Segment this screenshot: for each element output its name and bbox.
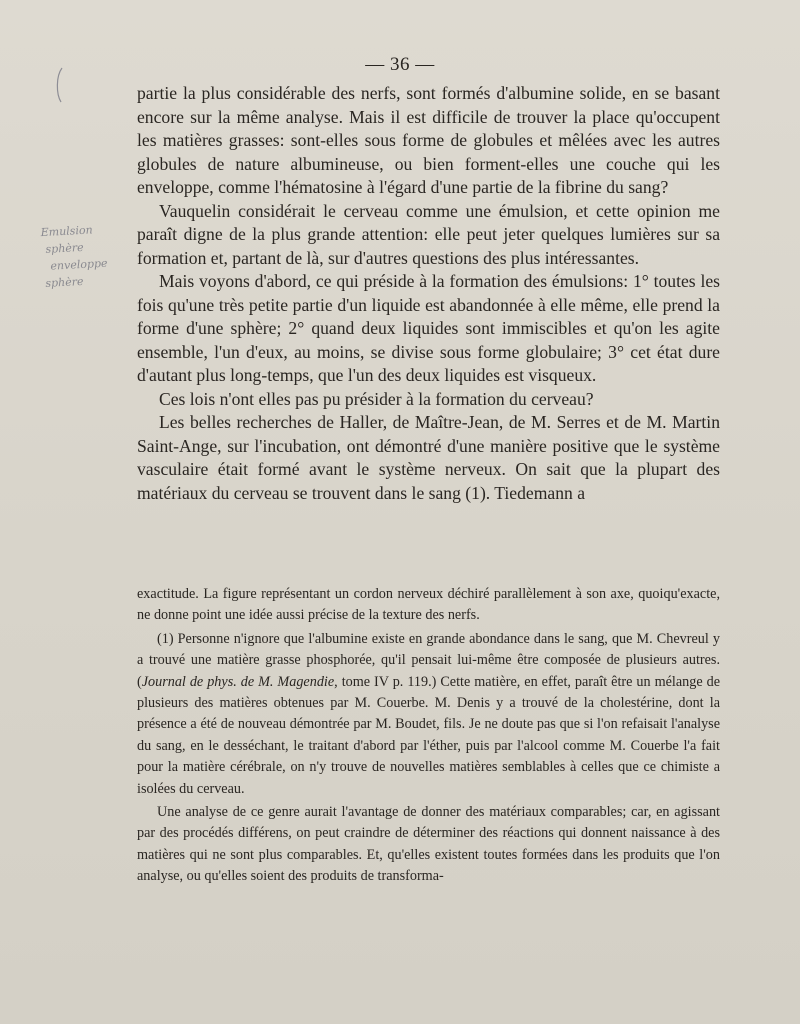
footnote-text: , tome IV p. 119.) Cette matière, en effet, paraît être un mélange de plusieurs des matières obtenues par M. Couerbe. M. Denis y a trouvé de la cholestérine, dont la présence a été de nouveau démontrée par M. Boudet, fils. Je ne doute pas que si l'on refaisait l'analyse du sang, en le desséchant, le traitant d'abord par l'éther, puis par l'alcool comme M. Couerbe l'a fait pour la matière cérébrale, on n'y trouve de nouvelles matières semblables à celles que ce chimiste a isolées du cerveau. bbox=[137, 673, 720, 797]
paragraph: Ces lois n'ont elles pas pu présider à la formation du cerveau? bbox=[159, 388, 594, 409]
paragraph: Mais voyons d'abord, ce qui préside à la formation des émulsions: 1° toutes les fois qu'une très petite partie d'un liquide est abandonnée à elle même, elle prend la forme d'une sphère; 2° quand deux liquides sont immiscibles et qu'on les agite ensemble, l'un d'eux, au moins, se divise sous forme globulaire; 3° cet état dure d'autant plus long-temps, que l'un des deux liquides est visqueux. bbox=[137, 271, 720, 385]
margin-note-line: sphère bbox=[45, 240, 84, 256]
footnote bbox=[137, 629, 720, 800]
footnote-text: (1) Personne n'ignore que l'albumine existe en grande abondance dans le sang, que M. Chevreul y a trouvé une matière grasse phosphorée, qu'il pensait lui-même être composée de plusieurs autres. ( bbox=[137, 630, 720, 690]
paragraph: Les belles recherches de Haller, de Maître-Jean, de M. Serres et de M. Martin Saint-Ange, sur l'incubation, ont démontré d'une manière positive que le système vasculaire était formé avant le système nerveux. On sait que la plupart des matériaux du cerveau se trouvent dans le sang (1). Tiedemann a bbox=[137, 412, 720, 503]
footnote-continuation: exactitude. La figure représentant un cordon nerveux déchiré parallèlement à son axe, quoiqu'exacte, ne donne point une idée aussi précise de la texture des nerfs. bbox=[137, 586, 720, 624]
page-number: — 36 — bbox=[365, 54, 435, 75]
footnotes bbox=[137, 584, 720, 888]
footnote-paragraph: Une analyse de ce genre aurait l'avantage de donner des matériaux comparables; car, en agissant par des procédés différens, on peut craindre de déterminer des réactions qui donnent naissance à des matières qui ne sont plus comparables. Et, qu'elles existent toutes formées dans les produits que l'on analyse, ou qu'elles soient des produits de transforma- bbox=[137, 804, 720, 885]
citation-journal: Journal de phys. de M. Magendie bbox=[141, 673, 335, 690]
handwritten-margin-note bbox=[40, 220, 123, 292]
margin-note-line: enveloppe bbox=[50, 256, 108, 273]
margin-note-line: Emulsion bbox=[40, 223, 93, 240]
margin-note-line: sphère bbox=[45, 274, 84, 290]
paragraph: partie la plus considérable des nerfs, sont formés d'albumine solide, en se basant encore sur la même analyse. Mais il est difficile de trouver la place qu'occupent les matières grasses: sont-elles sous forme de globules et mêlées avec les autres globules de nature albumineuse, ou bien forment-elles une couche qui les enveloppe, comme l'hématosine à l'égard d'une partie de la fibrine du sang? bbox=[137, 83, 720, 197]
main-text bbox=[137, 82, 720, 505]
paragraph: Vauquelin considérait le cerveau comme une émulsion, et cette opinion me paraît digne de la plus grande attention: elle peut jeter quelques lumières sur sa formation et, partant de là, sur d'autres questions des plus intéressantes. bbox=[137, 200, 720, 268]
